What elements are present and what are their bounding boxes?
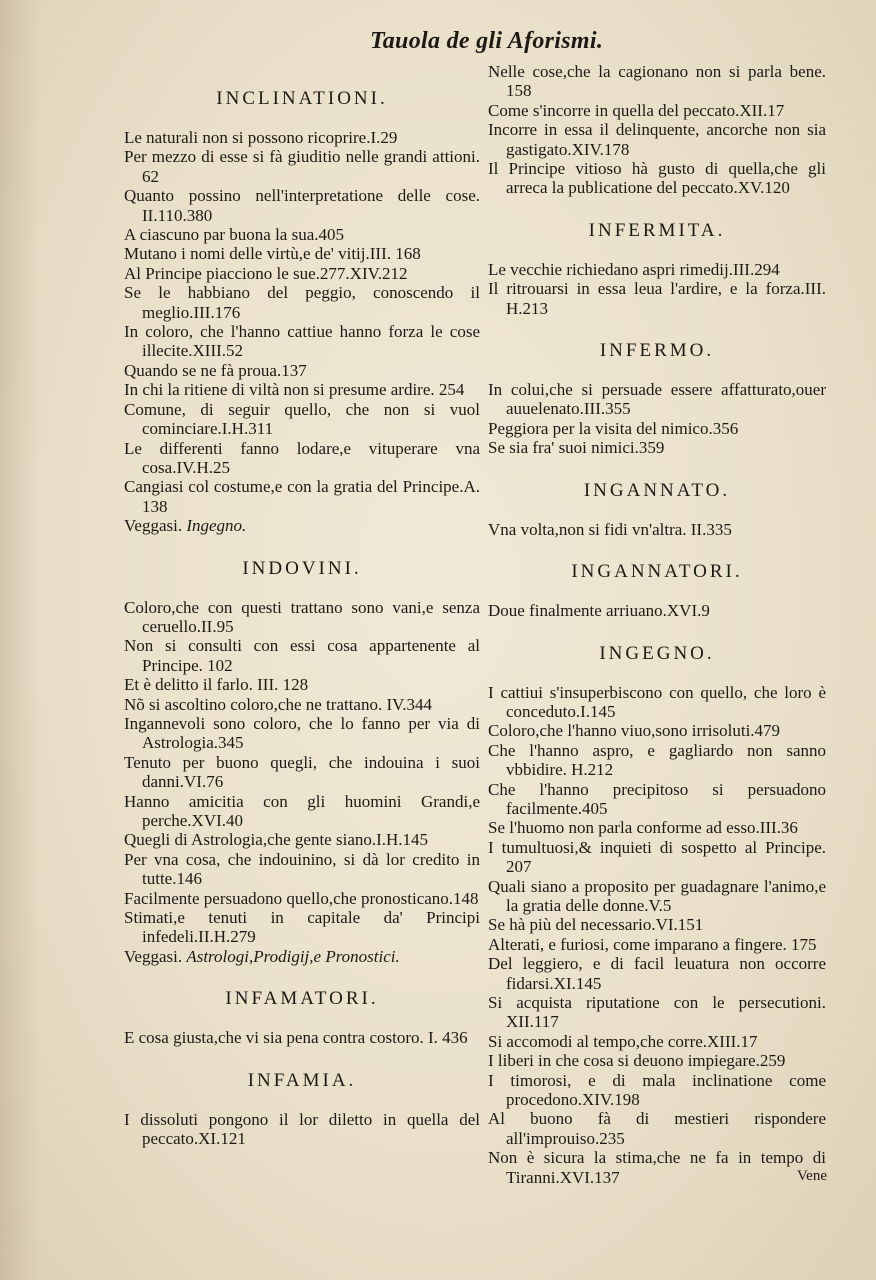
index-entry: Non si consulti con essi cosa appartenente al Principe. 102 bbox=[124, 636, 480, 675]
index-entry: Che l'hanno precipitoso si persuadono facilmente.405 bbox=[488, 779, 826, 818]
page-gutter-shadow bbox=[0, 0, 40, 1280]
index-entry: I dissoluti pongono il lor diletto in quella del peccato.XI.121 bbox=[124, 1109, 480, 1149]
index-entry: I tumultuosi,& inquieti di sospetto al Principe. 207 bbox=[488, 837, 826, 877]
running-head: Tauola de gli Aforismi. bbox=[370, 28, 604, 54]
index-entry: E cosa giusta,che vi sia pena contra costoro. I. 436 bbox=[124, 1028, 468, 1048]
index-entry: Quali siano a proposito per guadagnare l'animo,e la gratia delle donne.V.5 bbox=[488, 876, 826, 915]
index-entry: Del leggiero, e di facil leuatura non occorre fidarsi.XI.145 bbox=[488, 954, 826, 993]
left-column bbox=[124, 62, 480, 1148]
index-entry: Coloro,che l'hanno viuo,sono irrisoluti.479 bbox=[488, 721, 781, 741]
index-entry: Quando se ne fà proua.137 bbox=[124, 360, 307, 380]
section-heading: INGANNATO. bbox=[583, 479, 731, 501]
index-entry: Facilmente persuadono quello,che pronosticano.148 bbox=[124, 888, 479, 908]
index-entry: Se l'huomo non parla conforme ad esso.III.36 bbox=[488, 818, 798, 838]
index-entry: Stimati,e tenuti in capitale da' Principi infedeli.II.H.279 bbox=[124, 908, 480, 947]
see-also-label: Veggasi. bbox=[124, 946, 183, 966]
index-entry: Se le habbiano del peggio, conoscendo il meglio.III.176 bbox=[124, 283, 480, 322]
section-heading: INFERMITA. bbox=[588, 219, 726, 241]
index-entry: Alterati, e furiosi, come imparano a fingere. 175 bbox=[488, 934, 817, 954]
index-entry: I cattiui s'insuperbiscono con quello, che loro è conceduto.I.145 bbox=[488, 682, 826, 721]
index-entry: Peggiora per la visita del nimico.356 bbox=[488, 418, 739, 438]
section-heading: INGANNATORI. bbox=[571, 561, 743, 583]
see-also-ref: Ingegno. bbox=[186, 516, 247, 536]
index-entry: I timorosi, e di mala inclinatione come procedono.XIV.198 bbox=[488, 1070, 826, 1110]
index-entry: Mutano i nomi delle virtù,e de' vitij.III. 168 bbox=[124, 244, 421, 264]
index-entry: Quegli di Astrologia,che gente siano.I.H.145 bbox=[124, 830, 429, 850]
index-entry: Si acquista riputatione con le persecutioni. XII.117 bbox=[488, 993, 826, 1032]
index-entry: Se hà più del necessario.VI.151 bbox=[488, 915, 704, 935]
section-heading: INCLINATIONI. bbox=[216, 88, 388, 109]
index-entry: In coloro, che l'hanno cattiue hanno forza le cose illecite.XIII.52 bbox=[124, 322, 480, 361]
index-entry: Tenuto per buono quegli, che indouina i suoi danni.VI.76 bbox=[124, 752, 480, 792]
index-entry: Ingannevoli sono coloro, che lo fanno per via di Astrologia.345 bbox=[124, 713, 480, 753]
section-heading: INDOVINI. bbox=[242, 557, 362, 579]
index-entry: Al Principe piacciono le sue.277.XIV.212 bbox=[124, 263, 408, 283]
continued-entry: Incorre in essa il delinquente, ancorche non sia gastigato.XIV.178 bbox=[488, 120, 826, 159]
continued-entry: Nelle cose,che la cagionano non si parla bene. 158 bbox=[488, 62, 826, 101]
index-entry: I liberi in che cosa si deuono impiegare.259 bbox=[488, 1051, 786, 1071]
index-entry: Se sia fra' suoi nimici.359 bbox=[488, 438, 665, 458]
see-also-entry bbox=[124, 947, 480, 966]
catchword: Vene bbox=[797, 1168, 827, 1184]
index-entry: Comune, di seguir quello, che non si vuol cominciare.I.H.311 bbox=[124, 399, 480, 439]
index-entry: Hanno amicitia con gli huomini Grandi,e perche.XVI.40 bbox=[124, 791, 480, 830]
index-entry: Doue finalmente arriuano.XVI.9 bbox=[488, 601, 710, 621]
index-entry: Per mezzo di esse si fà giuditio nelle grandi attioni. 62 bbox=[124, 147, 480, 186]
index-entry: In chi la ritiene di viltà non si presume ardire. 254 bbox=[124, 380, 465, 400]
see-also-label: Veggasi. bbox=[124, 516, 183, 536]
index-entry: Vna volta,non si fidi vn'altra. II.335 bbox=[488, 519, 732, 539]
section-heading: INGEGNO. bbox=[599, 642, 715, 664]
index-entry: Quanto possino nell'interpretatione delle cose. II.110.380 bbox=[124, 186, 480, 225]
index-entry: Nõ si ascoltino coloro,che ne trattano. IV.344 bbox=[124, 694, 432, 714]
continued-entry: Come s'incorre in quella del peccato.XII.17 bbox=[488, 100, 785, 120]
continued-entry: Il Principe vitioso hà gusto di quella,che gli arreca la publicatione del peccato.XV.120 bbox=[488, 159, 826, 198]
section-heading: INFAMIA. bbox=[247, 1069, 357, 1091]
index-entry: Le differenti fanno lodare,e vituperare vna cosa.IV.H.25 bbox=[124, 438, 480, 477]
index-entry: Che l'hanno aspro, e gagliardo non sanno vbbidire. H.212 bbox=[488, 740, 826, 780]
index-entry: In colui,che si persuade essere affatturato,ouer auuelenato.III.355 bbox=[488, 380, 826, 419]
section-heading: INFERMO. bbox=[599, 340, 715, 362]
right-column bbox=[488, 62, 826, 1187]
index-entry: Cangiasi col costume,e con la gratia del Principe.A. 138 bbox=[124, 477, 480, 516]
section-heading: INFAMATORI. bbox=[225, 988, 379, 1010]
see-also-ref: Astrologi,Prodigij,e Pronostici. bbox=[186, 946, 400, 966]
index-entry: Per vna cosa, che indouinino, si dà lor credito in tutte.146 bbox=[124, 849, 480, 889]
index-entry: Coloro,che con questi trattano sono vani,e senza ceruello.II.95 bbox=[124, 597, 480, 636]
index-entry: Si accomodi al tempo,che corre.XIII.17 bbox=[488, 1031, 758, 1051]
see-also-entry bbox=[124, 516, 480, 535]
index-entry: Le naturali non si possono ricoprire.I.29 bbox=[124, 128, 398, 147]
index-entry: Al buono fà di mestieri rispondere all'improuiso.235 bbox=[488, 1109, 826, 1148]
index-entry: Non è sicura la stima,che ne fa in tempo di Tiranni.XVI.137 bbox=[488, 1148, 826, 1187]
index-entry: Et è delitto il farlo. III. 128 bbox=[124, 675, 309, 695]
index-entry: A ciascuno par buona la sua.405 bbox=[124, 225, 344, 245]
index-entry: Il ritrouarsi in essa leua l'ardire, e la forza.III. H.213 bbox=[488, 279, 826, 318]
index-entry: Le vecchie richiedano aspri rimedij.III.294 bbox=[488, 259, 780, 279]
